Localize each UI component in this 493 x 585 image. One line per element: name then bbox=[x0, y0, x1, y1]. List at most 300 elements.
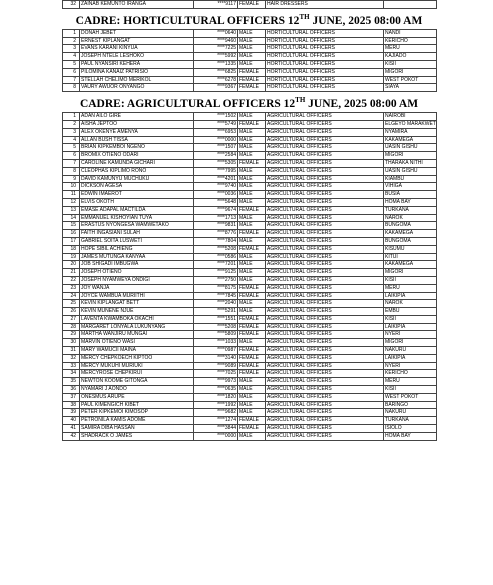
id-number-cell: ****5992 bbox=[194, 53, 238, 61]
gender-cell: FEMALE bbox=[238, 1, 266, 9]
county-cell: EMBU bbox=[384, 308, 437, 316]
row-number-cell: 19 bbox=[63, 253, 80, 261]
county-cell: KISII bbox=[384, 315, 437, 323]
id-number-cell: ****9117 bbox=[194, 1, 238, 9]
cadre-cell: AGRICULTURAL OFFICERS bbox=[266, 300, 384, 308]
candidate-name-cell: VAURY AWUOR ONYANGO bbox=[80, 84, 194, 92]
candidate-name-cell: KEVIN KIPLANGAT BETT bbox=[80, 300, 194, 308]
candidate-name-cell: DAVID KAMUNYU MUCHUKU bbox=[80, 175, 194, 183]
row-number-cell: 32 bbox=[63, 354, 80, 362]
id-number-cell: ****8776 bbox=[194, 230, 238, 238]
county-cell: WEST POKOT bbox=[384, 76, 437, 84]
row-number-cell: 32 bbox=[63, 1, 80, 9]
row-number-cell: 5 bbox=[63, 144, 80, 152]
table-row bbox=[63, 128, 437, 136]
row-number-cell: 9 bbox=[63, 175, 80, 183]
id-number-cell: ****4201 bbox=[194, 175, 238, 183]
cadre-cell: AGRICULTURAL OFFICERS bbox=[266, 378, 384, 386]
table-row bbox=[63, 84, 437, 92]
candidate-name-cell: PILOMINA KANAIZ PATRISIO bbox=[80, 68, 194, 76]
table-row bbox=[63, 60, 437, 68]
candidate-name-cell: PAUL KIMENGICH KIBET bbox=[80, 401, 194, 409]
cadre-cell: AGRICULTURAL OFFICERS bbox=[266, 206, 384, 214]
row-number-cell: 14 bbox=[63, 214, 80, 222]
county-cell: MIGORI bbox=[384, 269, 437, 277]
row-number-cell: 30 bbox=[63, 339, 80, 347]
cadre-cell: AGRICULTURAL OFFICERS bbox=[266, 214, 384, 222]
cadre-cell: AGRICULTURAL OFFICERS bbox=[266, 393, 384, 401]
row-number-cell: 37 bbox=[63, 393, 80, 401]
cadre-cell: AGRICULTURAL OFFICERS bbox=[266, 222, 384, 230]
table-row bbox=[63, 331, 437, 339]
id-number-cell: ****5208 bbox=[194, 323, 238, 331]
interview-date: JUNE, 2025 08:00 AM bbox=[305, 98, 419, 111]
row-number-cell: 16 bbox=[63, 230, 80, 238]
candidate-name-cell: PETRONILA KAMIS ADOME bbox=[80, 417, 194, 425]
county-cell: MERU bbox=[384, 284, 437, 292]
cadre-cell: AGRICULTURAL OFFICERS bbox=[266, 323, 384, 331]
gender-cell: MALE bbox=[238, 409, 266, 417]
row-number-cell: 17 bbox=[63, 237, 80, 245]
row-number-cell: 2 bbox=[63, 120, 80, 128]
row-number-cell: 35 bbox=[63, 378, 80, 386]
table-row bbox=[63, 144, 437, 152]
county-cell: UASIN GISHU bbox=[384, 167, 437, 175]
gender-cell: MALE bbox=[238, 29, 266, 37]
gender-cell: MALE bbox=[238, 60, 266, 68]
cadre-cell: AGRICULTURAL OFFICERS bbox=[266, 432, 384, 440]
cadre-cell: HORTICULTURAL OFFICERS bbox=[266, 68, 384, 76]
gender-cell: FEMALE bbox=[238, 159, 266, 167]
table-row bbox=[63, 222, 437, 230]
cadre-cell: AGRICULTURAL OFFICERS bbox=[266, 347, 384, 355]
row-number-cell: 4 bbox=[63, 53, 80, 61]
cadre-cell: AGRICULTURAL OFFICERS bbox=[266, 362, 384, 370]
cadre-cell: AGRICULTURAL OFFICERS bbox=[266, 120, 384, 128]
candidate-name-cell: EDWIN IMAEROT bbox=[80, 191, 194, 199]
county-cell: ISIOLO bbox=[384, 425, 437, 433]
row-number-cell: 24 bbox=[63, 292, 80, 300]
gender-cell: MALE bbox=[238, 386, 266, 394]
id-number-cell: ****9089 bbox=[194, 362, 238, 370]
table-row bbox=[63, 378, 437, 386]
row-number-cell: 34 bbox=[63, 370, 80, 378]
table-row bbox=[63, 323, 437, 331]
interview-date: JUNE, 2025 08:00 AM bbox=[309, 14, 423, 27]
table-row bbox=[63, 120, 437, 128]
table-row bbox=[63, 214, 437, 222]
id-number-cell: ****7225 bbox=[194, 45, 238, 53]
cadre-cell: HAIR DRESSERS bbox=[266, 1, 384, 9]
cadre-cell: HORTICULTURAL OFFICERS bbox=[266, 45, 384, 53]
county-cell: TURKANA bbox=[384, 206, 437, 214]
cadre-title: CADRE: HORTICULTURAL OFFICERS 12 bbox=[75, 14, 300, 27]
candidate-name-cell: ONESMUS ARUPE bbox=[80, 393, 194, 401]
county-cell: KAKAMEGA bbox=[384, 261, 437, 269]
id-number-cell: ****1033 bbox=[194, 339, 238, 347]
gender-cell: MALE bbox=[238, 53, 266, 61]
table-row bbox=[63, 269, 437, 277]
gender-cell: MALE bbox=[238, 167, 266, 175]
county-cell: NAIROBI bbox=[384, 113, 437, 121]
row-number-cell: 41 bbox=[63, 425, 80, 433]
id-number-cell: ****0635 bbox=[194, 386, 238, 394]
row-number-cell: 11 bbox=[63, 191, 80, 199]
cadre-heading bbox=[62, 97, 436, 112]
county-cell: VIHIGA bbox=[384, 183, 437, 191]
candidate-name-cell: EMASE ADAPAL MACTILDA bbox=[80, 206, 194, 214]
cadre-cell: AGRICULTURAL OFFICERS bbox=[266, 354, 384, 362]
gender-cell: MALE bbox=[238, 308, 266, 316]
row-number-cell: 25 bbox=[63, 300, 80, 308]
row-number-cell: 27 bbox=[63, 315, 80, 323]
table-row bbox=[63, 175, 437, 183]
gender-cell: MALE bbox=[238, 144, 266, 152]
county-cell: NYERI bbox=[384, 331, 437, 339]
gender-cell: FEMALE bbox=[238, 292, 266, 300]
id-number-cell: ****6953 bbox=[194, 128, 238, 136]
table-row bbox=[63, 230, 437, 238]
gender-cell: FEMALE bbox=[238, 284, 266, 292]
gender-cell: MALE bbox=[238, 136, 266, 144]
table-row bbox=[63, 261, 437, 269]
cadre-cell: HORTICULTURAL OFFICERS bbox=[266, 76, 384, 84]
cadre-cell: AGRICULTURAL OFFICERS bbox=[266, 401, 384, 409]
id-number-cell: ****1507 bbox=[194, 144, 238, 152]
row-number-cell: 3 bbox=[63, 45, 80, 53]
county-cell: KIAMBU bbox=[384, 175, 437, 183]
candidate-name-cell: AISHA JEPTOO bbox=[80, 120, 194, 128]
gender-cell: MALE bbox=[238, 191, 266, 199]
county-cell: NAROK bbox=[384, 300, 437, 308]
county-cell: KITUI bbox=[384, 253, 437, 261]
table-row bbox=[63, 308, 437, 316]
candidate-name-cell: JAMES MUTUNGA KANYAA bbox=[80, 253, 194, 261]
id-number-cell: ****1992 bbox=[194, 401, 238, 409]
county-cell: THARAKA NITHI bbox=[384, 159, 437, 167]
row-number-cell: 2 bbox=[63, 37, 80, 45]
cadre-cell: HORTICULTURAL OFFICERS bbox=[266, 37, 384, 45]
candidate-name-cell: EVANS KARANI KINYUA bbox=[80, 45, 194, 53]
county-cell: SIAYA bbox=[384, 84, 437, 92]
id-number-cell: ****9682 bbox=[194, 409, 238, 417]
candidate-name-cell: PETER KIPKEMOI KIMOSOP bbox=[80, 409, 194, 417]
cadre-cell: AGRICULTURAL OFFICERS bbox=[266, 253, 384, 261]
cadre-cell: AGRICULTURAL OFFICERS bbox=[266, 409, 384, 417]
table-row bbox=[63, 76, 437, 84]
table-row bbox=[63, 409, 437, 417]
cadre-cell: AGRICULTURAL OFFICERS bbox=[266, 113, 384, 121]
candidate-name-cell: BROMIX OTIENO ODARI bbox=[80, 152, 194, 160]
candidate-name-cell: HOPE SIBIL ACHIENG bbox=[80, 245, 194, 253]
cadre-cell: HORTICULTURAL OFFICERS bbox=[266, 60, 384, 68]
table-row bbox=[63, 315, 437, 323]
id-number-cell: ****5749 bbox=[194, 120, 238, 128]
gender-cell: MALE bbox=[238, 276, 266, 284]
gender-cell: MALE bbox=[238, 253, 266, 261]
date-suffix: TH bbox=[299, 12, 310, 21]
gender-cell: FEMALE bbox=[238, 370, 266, 378]
gender-cell: MALE bbox=[238, 128, 266, 136]
gender-cell: FEMALE bbox=[238, 347, 266, 355]
cadre-cell: AGRICULTURAL OFFICERS bbox=[266, 183, 384, 191]
county-cell: UASIN GISHU bbox=[384, 144, 437, 152]
id-number-cell: ****5291 bbox=[194, 308, 238, 316]
candidate-name-cell: BRIAN KIPKEMBOI NGENO bbox=[80, 144, 194, 152]
county-cell: KAKAMEGA bbox=[384, 230, 437, 238]
cadre-cell: HORTICULTURAL OFFICERS bbox=[266, 84, 384, 92]
top-table bbox=[62, 0, 437, 9]
id-number-cell: ****1820 bbox=[194, 393, 238, 401]
county-cell: BUNGOMA bbox=[384, 237, 437, 245]
candidate-name-cell: ERNEST KIPLANGAT bbox=[80, 37, 194, 45]
candidate-name-cell: ALLAN BUSH TISSA bbox=[80, 136, 194, 144]
table-row bbox=[63, 370, 437, 378]
gender-cell: MALE bbox=[238, 45, 266, 53]
gender-cell: FEMALE bbox=[238, 206, 266, 214]
gender-cell: FEMALE bbox=[238, 323, 266, 331]
row-number-cell: 36 bbox=[63, 386, 80, 394]
table-row bbox=[63, 152, 437, 160]
id-number-cell: ****1335 bbox=[194, 60, 238, 68]
county-cell: NANDI bbox=[384, 29, 437, 37]
gender-cell: FEMALE bbox=[238, 425, 266, 433]
row-number-cell: 26 bbox=[63, 308, 80, 316]
id-number-cell: ****5648 bbox=[194, 198, 238, 206]
candidate-name-cell: LAVENTA KWAMBOKA OKACHI bbox=[80, 315, 194, 323]
county-cell: KAJIADO bbox=[384, 53, 437, 61]
table-row bbox=[63, 45, 437, 53]
table-row bbox=[63, 206, 437, 214]
id-number-cell: ****6278 bbox=[194, 76, 238, 84]
gender-cell: FEMALE bbox=[238, 331, 266, 339]
row-number-cell: 7 bbox=[63, 76, 80, 84]
county-cell: LAIKIPIA bbox=[384, 292, 437, 300]
gender-cell: FEMALE bbox=[238, 84, 266, 92]
candidate-name-cell: CAROLINE KAMUNDA GICHARI bbox=[80, 159, 194, 167]
candidate-name-cell: DONAH JEBET bbox=[80, 29, 194, 37]
gender-cell: MALE bbox=[238, 300, 266, 308]
candidate-name-cell: MARGARET LONYALA LUKUNYANG bbox=[80, 323, 194, 331]
id-number-cell: ****9973 bbox=[194, 378, 238, 386]
candidate-name-cell: KEVIN MUNENE NJUE bbox=[80, 308, 194, 316]
cadre-cell: AGRICULTURAL OFFICERS bbox=[266, 245, 384, 253]
cadre-cell: AGRICULTURAL OFFICERS bbox=[266, 261, 384, 269]
cadre-cell: AGRICULTURAL OFFICERS bbox=[266, 292, 384, 300]
table-row bbox=[63, 284, 437, 292]
county-cell: WEST POKOT bbox=[384, 393, 437, 401]
id-number-cell: ****2750 bbox=[194, 276, 238, 284]
county-cell: TURKANA bbox=[384, 417, 437, 425]
cadre-cell: AGRICULTURAL OFFICERS bbox=[266, 370, 384, 378]
row-number-cell: 38 bbox=[63, 401, 80, 409]
gender-cell: MALE bbox=[238, 175, 266, 183]
candidate-name-cell: MARY WAMUCII MAINA bbox=[80, 347, 194, 355]
table-row bbox=[63, 167, 437, 175]
candidate-name-cell: STELLAH CHELIMO MERIKOL bbox=[80, 76, 194, 84]
county-cell: KISII bbox=[384, 276, 437, 284]
cadre-cell: AGRICULTURAL OFFICERS bbox=[266, 284, 384, 292]
id-number-cell: ****9460 bbox=[194, 37, 238, 45]
id-number-cell: ****0036 bbox=[194, 191, 238, 199]
county-cell: NYERI bbox=[384, 362, 437, 370]
candidate-name-cell: EMMANUEL KISHOYIAN TUYA bbox=[80, 214, 194, 222]
cadre-cell: AGRICULTURAL OFFICERS bbox=[266, 167, 384, 175]
candidate-name-cell: JOYCE WAMBUA MURIITHI bbox=[80, 292, 194, 300]
county-cell: KISII bbox=[384, 386, 437, 394]
row-number-cell: 31 bbox=[63, 347, 80, 355]
cadre-cell: AGRICULTURAL OFFICERS bbox=[266, 175, 384, 183]
row-number-cell: 39 bbox=[63, 409, 80, 417]
candidate-name-cell: MERCY MUKUHI MURIUKI bbox=[80, 362, 194, 370]
id-number-cell: ****0000 bbox=[194, 432, 238, 440]
candidate-name-cell: JOSEPH NTELE LESHOKO bbox=[80, 53, 194, 61]
id-number-cell: ****9831 bbox=[194, 222, 238, 230]
row-number-cell: 20 bbox=[63, 261, 80, 269]
candidate-name-cell: JOSEPH NYAMWEYA ONDIGI bbox=[80, 276, 194, 284]
county-cell: BUNGOMA bbox=[384, 222, 437, 230]
table-row bbox=[63, 401, 437, 409]
table-row bbox=[63, 68, 437, 76]
row-number-cell: 1 bbox=[63, 29, 80, 37]
table-row bbox=[63, 300, 437, 308]
cadre-cell: AGRICULTURAL OFFICERS bbox=[266, 191, 384, 199]
id-number-cell: ****7995 bbox=[194, 167, 238, 175]
cadre-heading bbox=[62, 14, 436, 29]
cadre-cell: AGRICULTURAL OFFICERS bbox=[266, 159, 384, 167]
gender-cell: MALE bbox=[238, 261, 266, 269]
row-number-cell: 1 bbox=[63, 113, 80, 121]
table-row bbox=[63, 362, 437, 370]
row-number-cell: 42 bbox=[63, 432, 80, 440]
id-number-cell: ****2040 bbox=[194, 300, 238, 308]
candidate-name-cell: SHADRACK O JAMES bbox=[80, 432, 194, 440]
id-number-cell: ****1713 bbox=[194, 214, 238, 222]
row-number-cell: 40 bbox=[63, 417, 80, 425]
gender-cell: FEMALE bbox=[238, 362, 266, 370]
row-number-cell: 6 bbox=[63, 152, 80, 160]
candidate-name-cell: FAITH INGASIANI SULAH bbox=[80, 230, 194, 238]
county-cell: HOMA BAY bbox=[384, 198, 437, 206]
id-number-cell: ****0586 bbox=[194, 253, 238, 261]
candidate-name-cell: JOB SHIGADI IMBUGWA bbox=[80, 261, 194, 269]
row-number-cell: 29 bbox=[63, 331, 80, 339]
cadre-cell: AGRICULTURAL OFFICERS bbox=[266, 276, 384, 284]
gender-cell: MALE bbox=[238, 378, 266, 386]
county-cell: NAROK bbox=[384, 214, 437, 222]
table-row bbox=[63, 425, 437, 433]
gender-cell: MALE bbox=[238, 401, 266, 409]
county-cell bbox=[384, 1, 437, 9]
gender-cell: MALE bbox=[238, 222, 266, 230]
county-cell: KISUMU bbox=[384, 245, 437, 253]
row-number-cell: 3 bbox=[63, 128, 80, 136]
candidate-name-cell: ELVIS OKOTH bbox=[80, 198, 194, 206]
id-number-cell: ****0640 bbox=[194, 29, 238, 37]
table-row bbox=[63, 136, 437, 144]
county-cell: NAKURU bbox=[384, 347, 437, 355]
gender-cell: FEMALE bbox=[238, 76, 266, 84]
cadre-cell: AGRICULTURAL OFFICERS bbox=[266, 144, 384, 152]
gender-cell: MALE bbox=[238, 198, 266, 206]
id-number-cell: ****5305 bbox=[194, 159, 238, 167]
shortlist-document bbox=[62, 0, 436, 446]
gender-cell: MALE bbox=[238, 339, 266, 347]
county-cell: KERICHO bbox=[384, 37, 437, 45]
cadre-cell: AGRICULTURAL OFFICERS bbox=[266, 152, 384, 160]
table-row bbox=[63, 276, 437, 284]
id-number-cell: ****1274 bbox=[194, 417, 238, 425]
cadre-cell: AGRICULTURAL OFFICERS bbox=[266, 315, 384, 323]
table-row bbox=[63, 417, 437, 425]
id-number-cell: ****2584 bbox=[194, 152, 238, 160]
county-cell: LAIKIPIA bbox=[384, 323, 437, 331]
row-number-cell: 18 bbox=[63, 245, 80, 253]
cadre-cell: AGRICULTURAL OFFICERS bbox=[266, 269, 384, 277]
id-number-cell: ****3140 bbox=[194, 354, 238, 362]
gender-cell: FEMALE bbox=[238, 230, 266, 238]
candidate-name-cell: DICKSON AGESA bbox=[80, 183, 194, 191]
gender-cell: MALE bbox=[238, 269, 266, 277]
gender-cell: MALE bbox=[238, 393, 266, 401]
date-suffix: TH bbox=[295, 96, 306, 105]
county-cell: NAKURU bbox=[384, 409, 437, 417]
id-number-cell: ****5208 bbox=[194, 245, 238, 253]
county-cell: MERU bbox=[384, 378, 437, 386]
id-number-cell: ****8175 bbox=[194, 284, 238, 292]
cadre-cell: AGRICULTURAL OFFICERS bbox=[266, 331, 384, 339]
cadre-title: CADRE: AGRICULTURAL OFFICERS 12 bbox=[79, 98, 296, 111]
county-cell: MERU bbox=[384, 45, 437, 53]
candidate-name-cell: NYAMARI J AONDO bbox=[80, 386, 194, 394]
row-number-cell: 5 bbox=[63, 60, 80, 68]
row-number-cell: 8 bbox=[63, 167, 80, 175]
county-cell: BARINGO bbox=[384, 401, 437, 409]
gender-cell: MALE bbox=[238, 432, 266, 440]
candidates-table bbox=[62, 112, 437, 440]
table-row bbox=[63, 198, 437, 206]
candidate-name-cell: GABRIEL SOITA LUSWETI bbox=[80, 237, 194, 245]
cadre-cell: AGRICULTURAL OFFICERS bbox=[266, 417, 384, 425]
cadre-cell: AGRICULTURAL OFFICERS bbox=[266, 308, 384, 316]
table-row bbox=[63, 393, 437, 401]
id-number-cell: ****0000 bbox=[194, 136, 238, 144]
id-number-cell: ****7201 bbox=[194, 261, 238, 269]
candidate-name-cell: ZAINAB KEMUNTO IRANGA bbox=[80, 1, 194, 9]
gender-cell: FEMALE bbox=[238, 417, 266, 425]
table-row bbox=[63, 253, 437, 261]
county-cell: KERICHO bbox=[384, 370, 437, 378]
id-number-cell: ****3844 bbox=[194, 425, 238, 433]
row-number-cell: 12 bbox=[63, 198, 80, 206]
table-row bbox=[63, 347, 437, 355]
gender-cell: MALE bbox=[238, 152, 266, 160]
id-number-cell: ****7025 bbox=[194, 370, 238, 378]
row-number-cell: 10 bbox=[63, 183, 80, 191]
table-row bbox=[63, 183, 437, 191]
table-row bbox=[63, 53, 437, 61]
cadre-cell: AGRICULTURAL OFFICERS bbox=[266, 339, 384, 347]
gender-cell: MALE bbox=[238, 37, 266, 45]
gender-cell: FEMALE bbox=[238, 315, 266, 323]
candidate-name-cell: MERCY CHEPKOECH KIPTOO bbox=[80, 354, 194, 362]
id-number-cell: ****7845 bbox=[194, 292, 238, 300]
id-number-cell: ****9125 bbox=[194, 269, 238, 277]
row-number-cell: 15 bbox=[63, 222, 80, 230]
row-number-cell: 28 bbox=[63, 323, 80, 331]
id-number-cell: ****9674 bbox=[194, 206, 238, 214]
candidate-name-cell: JOSEPH OTIENO bbox=[80, 269, 194, 277]
